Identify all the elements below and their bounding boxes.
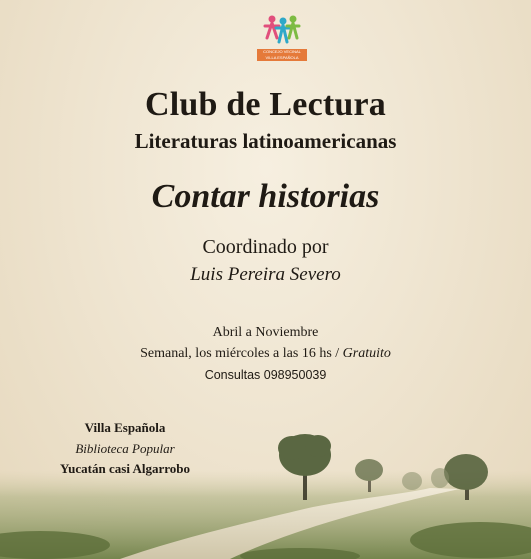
poster-subtitle: Literaturas latinoamericanas	[134, 129, 397, 153]
coordination-label: Coordinado por	[202, 236, 329, 258]
logo	[257, 12, 307, 62]
schedule	[0, 346, 531, 362]
coordinator-name: Luis Pereira Severo	[190, 264, 341, 285]
schedule-free: Gratuito	[342, 346, 391, 361]
contact: Consultas 098950039	[204, 368, 327, 382]
period: Abril a Noviembre	[212, 325, 319, 340]
poster-tagline: Contar historias	[151, 178, 380, 215]
poster-title: Club de Lectura	[145, 86, 386, 123]
schedule-text: Semanal, los miércoles a las 16 hs /	[140, 346, 343, 361]
logo-caption-line-2: VILLA ESPAÑOLA	[265, 55, 299, 60]
people-logo-icon	[257, 12, 307, 50]
logo-caption-line-1: CONCEJO VECINAL	[263, 49, 301, 54]
logo-caption	[257, 49, 307, 61]
venue-neighborhood: Villa Española	[84, 420, 166, 435]
venue-place: Biblioteca Popular	[75, 441, 175, 456]
venue-address: Yucatán casi Algarrobo	[59, 461, 190, 476]
